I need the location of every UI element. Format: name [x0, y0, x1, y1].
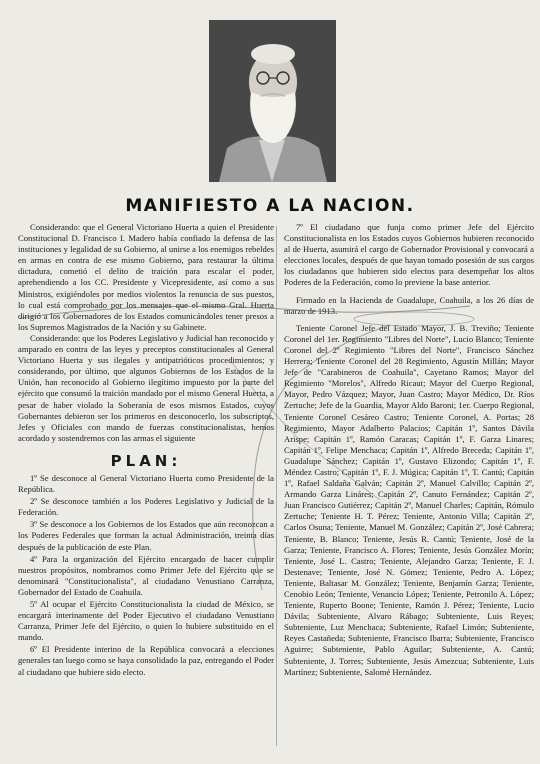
right-column — [284, 222, 534, 678]
signers-list: Teniente Coronel Jefe del Estado Mayor, J. B. Treviño; Teniente Coronel del 1er. Regimiento "Libres del Norte", Lucio Blanco; Teniente Coronel del 2º Regimiento "Libres del Norte", Francisco Sánchez Herrera; Teniente Coronel del 28 Regimiento, Agustín Millán; Mayor Jefe de "Carabineros de Coahuila", Cayetano Ramos; Mayor del Regimiento "Morelos", Alfredo Ricaut; Mayor del Cuerpo Regional, Mayor, Pedro Vázquez; Mayor, Juan Castro; Mayor Médico, Dr. Ríos Zertuche; Jefe de la Guardia, Mayor Aldo Baroni; 1er. Cuerpo Regional, Teniente Coronel Cesáreo Castro; Teniente Coronel, A. Portas; 28 Regimiento, Mayor Adalberto Palacios; Capitán 1º, Santos Dávila Arispe; Capitán 1º, Ramón Caracas; Capitán 1º, F. Garza Linares; Capitán 1º, Felipe Menchaca; Capitán 1º, Alfredo Breceda; Capitán 1º, Guadalupe Sánchez; Capitán 1º, Gustavo Elizondo; Capitán 1º, F. Méndez Castro; Capitán 1º, F. J. Múgica; Capitán 1º, T. Cantú; Capitán 1º, Rafael Saldaña Galván; Capitán 2º, Manuel Calvillo; Capitán 2º, Armando Garza Lináres; Capitán 2º, Canuto Fernández; Capitán 2º, Juan Francisco Gutiérrez; Capitán 2º, Manuel Charles; Capitán, Rómulo Zertuche; Teniente H. T. Pérez; Teniente, Antonio Villa; Capitán 2º, Carlos Osuna; Teniente, Manuel M. González; Capitán 2º, José Cabrera; Teniente, B. Blanco; Teniente, Jesús R. Cantú; Teniente, José de la Garza; Teniente, Francisco A. Flores; Teniente, Jesús González Morín; Teniente, José L. Castro; Teniente, Alejandro Garza; Teniente, F. J. Destenave; Teniente, José N. Gómez; Teniente, Pedro A. López; Teniente, Baltasar M. González; Teniente, Benjamín Garza; Teniente, Cenobio León; Teniente, Venancio López; Teniente, Petronilo A. López; Teniente, Ruperto Boone; Teniente, Ramón J. Pérez; Teniente, Lucio Dávila; Subteniente, Alvaro Rábago; Subteniente, Luis Reyes; Subteniente, Luz Menchaca; Subteniente, Rafael Limón; Subteniente, Reyes Castañeda; Subteniente, Francisco Ibarra; Subteniente, Francisco Aguirre; Subteniente, Pablo Aguilar; Subteniente, A. Cantú; Subteniente, J. Torres; Subteniente, Jesús Amezcua; Subteniente, Luis Martínez; Subteniente, Salomé Hernández. — [284, 322, 534, 677]
intro-paragraph: Considerando: que los Poderes Legislativo y Judicial han reconocido y amparado en contra de las leyes y preceptos constitucionales al General Victoriano Huerta y sus ilegales y antipatrióticos procedimientos; y considerando, por último, que algunos Gobiernos de los Estados de la Unión, han reconocido al Gobierno ilegítimo impuesto por la parte del ejército que consumó la traición mandado por el mismo General Huerta, a pesar de haber violado la Soberanía de esos mismos Estados, cuyos Gobernantes debieron ser los primeros en desconocerlo, los subscriptos, Jefes y Oficiales con mando de fuerzas constitucionalistas, hemos acordado y sostendremos con las armas el siguiente — [18, 332, 274, 443]
plan-heading: PLAN: — [110, 451, 182, 470]
plan-article: 5º Al ocupar el Ejército Constitucionalista la ciudad de México, se encargará interinamente del Poder Ejecutivo el ciudadano Venustiano Carranza, Primer Jefe del Ejército, o quien lo hubiere substituido en el mando. — [18, 599, 274, 643]
plan-article: 2º Se desconoce también a los Poderes Legislativo y Judicial de la Federación. — [18, 496, 274, 518]
plan-article: 4º Para la organización del Ejército encargado de hacer cumplir nuestros propósitos, nombramos como Primer Jefe del Ejército que se denominará "Constitucionalista", al ciudadano Venustiano Carranza, Gobernador del Estado de Coahuila. — [18, 553, 274, 597]
plan-articles — [18, 473, 274, 678]
plan-article: 3º Se desconoce a los Gobiernos de los Estados que aún reconozcan a los Poderes Federales que forman la actual Administración, treinta días después de la publicación de este Plan. — [18, 519, 274, 552]
page-title: MANIFIESTO A LA NACION. — [125, 196, 415, 216]
portrait-photo — [209, 20, 336, 182]
portrait-image — [209, 20, 336, 182]
plan-article: 6º El Presidente interino de la República convocará a elecciones generales tan luego como se haya consolidado la paz, entregando el Poder al ciudadano que hubiere sido electo. — [18, 644, 274, 677]
intro-paragraph: Considerando: que el General Victoriano Huerta a quien el Presidente Constitucional D. Francisco I. Madero había confiado la defensa de las instituciones y legalidad de su Gobierno, al unirse a los enemigos rebeldes en armas en contra de ese mismo Gobierno, para restaurar la última dictadura, cometió el delito de traición para escalar el poder, aprehendiendo a los CC. Presidente y Vicepresidente, así como a sus Ministros, exigiéndoles por medios violentos la renuncia de sus puestos, lo cual está comprobado por los mensajes que el mismo Gral. Huerta dirigió a los Gobernadores de los Estados comunicándoles tener presos a los Supremos Magistrados de la Nación y su Gabinete. — [18, 222, 274, 332]
plan-article: 1º Se desconoce al General Victoriano Huerta como Presidente de la República. — [18, 472, 274, 495]
signature-place-date: Firmado en la Hacienda de Guadalupe, Coahuila, a los 26 días de marzo de 1913. — [284, 294, 534, 316]
plan-article: 7º El ciudadano que funja como primer Jefe del Ejército Constitucionalista en los Estados cuyos Gobiernos hubieren reconocido al de Huerta, asumirá el cargo de Gobernador Provisional y convocará a elecciones locales, después de que hayan tomado posesión de sus cargos los ciudadanos que hubieren sido electos para desempeñar los altos Poderes de la Federación, como lo previene la base anterior. — [284, 222, 534, 288]
left-column — [18, 222, 274, 679]
column-divider — [276, 226, 277, 746]
